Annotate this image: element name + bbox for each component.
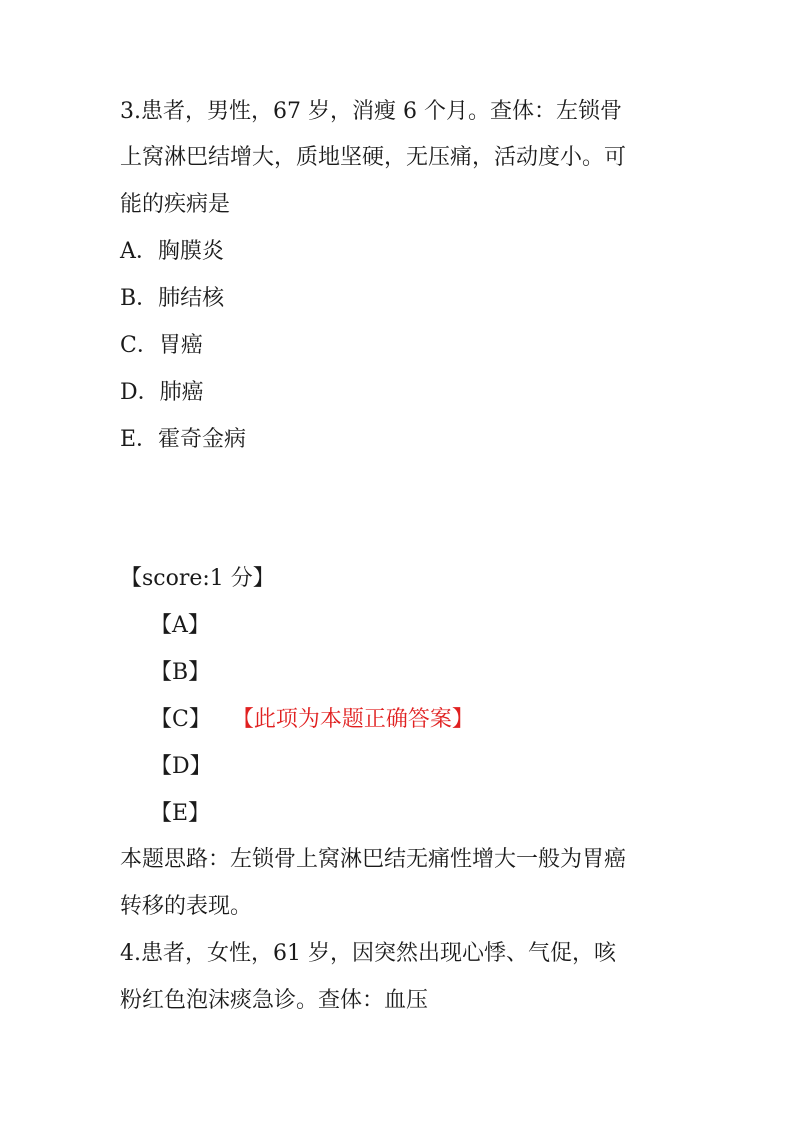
q4-stem-line-1: 4.患者，女性，61 岁，因突然出现心悸、气促，咳 [120,941,616,966]
q3-option-b: B．肺结核 [120,286,225,311]
q3-answer-c-row [150,705,474,735]
q3-answer-b: 【B】 [150,660,211,685]
q3-answer-a: 【A】 [150,613,210,638]
q3-score: 【score:1 分】 [120,566,275,591]
q3-option-c: C．胃癌 [120,333,203,358]
q3-answer-e: 【E】 [150,801,211,826]
q3-explanation-line-2: 转移的表现。 [120,894,253,919]
q3-stem-line-3: 能的疾病是 [120,192,231,217]
q3-stem-line-2: 上窝淋巴结增大，质地坚硬，无压痛，活动度小。可 [120,145,627,170]
q3-option-a: A．胸膜炎 [120,239,224,264]
correct-answer-note: 【此项为本题正确答案】 [242,707,474,732]
q3-stem-line-1: 3.患者，男性，67 岁，消瘦 6 个月。查体：左锁骨 [120,99,622,124]
q3-option-d: D．肺癌 [120,380,204,405]
q4-stem-line-2: 粉红色泡沫痰急诊。查体：血压 [120,988,429,1013]
q3-option-e: E．霍奇金病 [120,427,247,452]
q3-answer-d: 【D】 [150,754,212,779]
q3-explanation-line-1: 本题思路：左锁骨上窝淋巴结无痛性增大一般为胃癌 [120,847,627,872]
q3-answer-c: 【C】 [150,707,211,732]
